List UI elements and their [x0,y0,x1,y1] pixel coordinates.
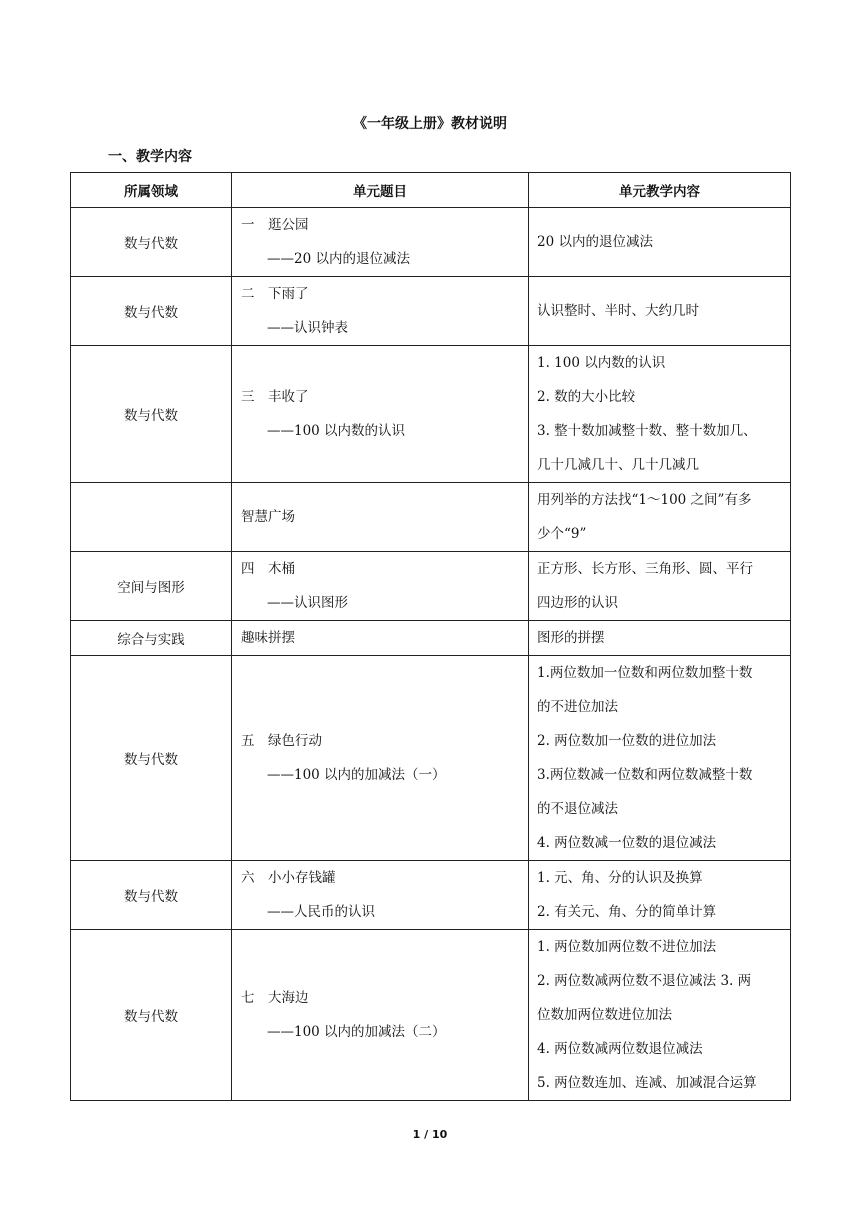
row-unit [232,930,529,1101]
content-line: 4. 两位数减一位数的退位减法 [537,835,717,851]
table-row [71,861,791,930]
unit-title: 趣味拼摆 [241,630,295,646]
unit-title: 五 绿色行动 [241,733,322,749]
row-content [529,656,791,861]
content-line: 5. 两位数连加、连减、加减混合运算 [537,1075,757,1091]
content-line: 少个“9” [537,526,587,542]
content-line: 位数加两位数进位加法 [537,1007,672,1023]
document-title: 《一年级上册》教材说明 [353,116,507,132]
row-content [529,483,791,552]
row-area: 数与代数 [71,656,232,861]
content-line: 1. 元、角、分的认识及换算 [537,870,703,886]
table-header-row [71,173,791,208]
row-unit [232,621,529,656]
table-row [71,346,791,483]
unit-subtitle: ——100 以内的加减法（一） [267,767,446,783]
table-row [71,277,791,346]
content-line: 4. 两位数减两位数退位减法 [537,1041,703,1057]
unit-title: 二 下雨了 [241,286,309,302]
row-content [529,208,791,277]
unit-title: 七 大海边 [241,990,309,1006]
unit-subtitle: ——20 以内的退位减法 [267,251,410,267]
row-content [529,930,791,1101]
content-line: 20 以内的退位减法 [537,234,653,250]
unit-title: 六 小小存钱罐 [241,870,336,886]
content-line: 1. 100 以内数的认识 [537,355,666,371]
unit-subtitle: ——100 以内的加减法（二） [267,1024,446,1040]
unit-subtitle: ——认识图形 [267,595,348,611]
unit-title: 三 丰收了 [241,389,309,405]
table-row [71,552,791,621]
section-heading: 一、教学内容 [108,149,192,165]
content-line: 2. 数的大小比较 [537,389,636,405]
row-unit [232,861,529,930]
content-line: 几十几减几十、几十几减几 [537,457,699,473]
row-unit [232,208,529,277]
table-row [71,656,791,861]
content-line: 正方形、长方形、三角形、圆、平行 [537,561,753,577]
row-content [529,621,791,656]
row-content [529,861,791,930]
content-line: 3. 整十数加减整十数、整十数加几、 [537,423,757,439]
row-content [529,552,791,621]
content-table [70,172,791,1101]
row-area: 空间与图形 [71,552,232,621]
content-line: 用列举的方法找“1～100 之间”有多 [537,492,752,508]
row-area: 数与代数 [71,208,232,277]
row-unit [232,277,529,346]
content-line: 的不进位加法 [537,699,618,715]
unit-title: 四 木桶 [241,561,295,577]
row-area: 数与代数 [71,861,232,930]
header-content: 单元教学内容 [529,173,791,208]
content-line: 四边形的认识 [537,595,618,611]
row-unit [232,656,529,861]
unit-subtitle: ——100 以内数的认识 [267,423,406,439]
row-unit [232,483,529,552]
table-row [71,483,791,552]
row-area: 数与代数 [71,346,232,483]
row-area: 数与代数 [71,277,232,346]
content-line: 的不退位减法 [537,801,618,817]
table-row [71,930,791,1101]
row-content [529,277,791,346]
page-number: 1 / 10 [412,1128,448,1141]
row-area [71,483,232,552]
row-area: 综合与实践 [71,621,232,656]
content-line: 2. 有关元、角、分的简单计算 [537,904,717,920]
content-line: 3.两位数减一位数和两位数减整十数 [537,767,753,783]
unit-title: 智慧广场 [241,509,295,525]
unit-subtitle: ——人民币的认识 [267,904,375,920]
table-row [71,208,791,277]
table-row [71,621,791,656]
content-line: 1. 两位数加两位数不进位加法 [537,939,717,955]
row-unit [232,552,529,621]
header-area: 所属领域 [71,173,232,208]
content-line: 2. 两位数加一位数的进位加法 [537,733,717,749]
row-content [529,346,791,483]
unit-title: 一 逛公园 [241,217,309,233]
content-line: 2. 两位数减两位数不退位减法 3. 两 [537,973,752,989]
content-line: 1.两位数加一位数和两位数加整十数 [537,665,753,681]
header-unit: 单元题目 [232,173,529,208]
unit-subtitle: ——认识钟表 [267,320,348,336]
row-area: 数与代数 [71,930,232,1101]
content-line: 认识整时、半时、大约几时 [537,303,699,319]
content-line: 图形的拼摆 [537,630,605,646]
row-unit [232,346,529,483]
